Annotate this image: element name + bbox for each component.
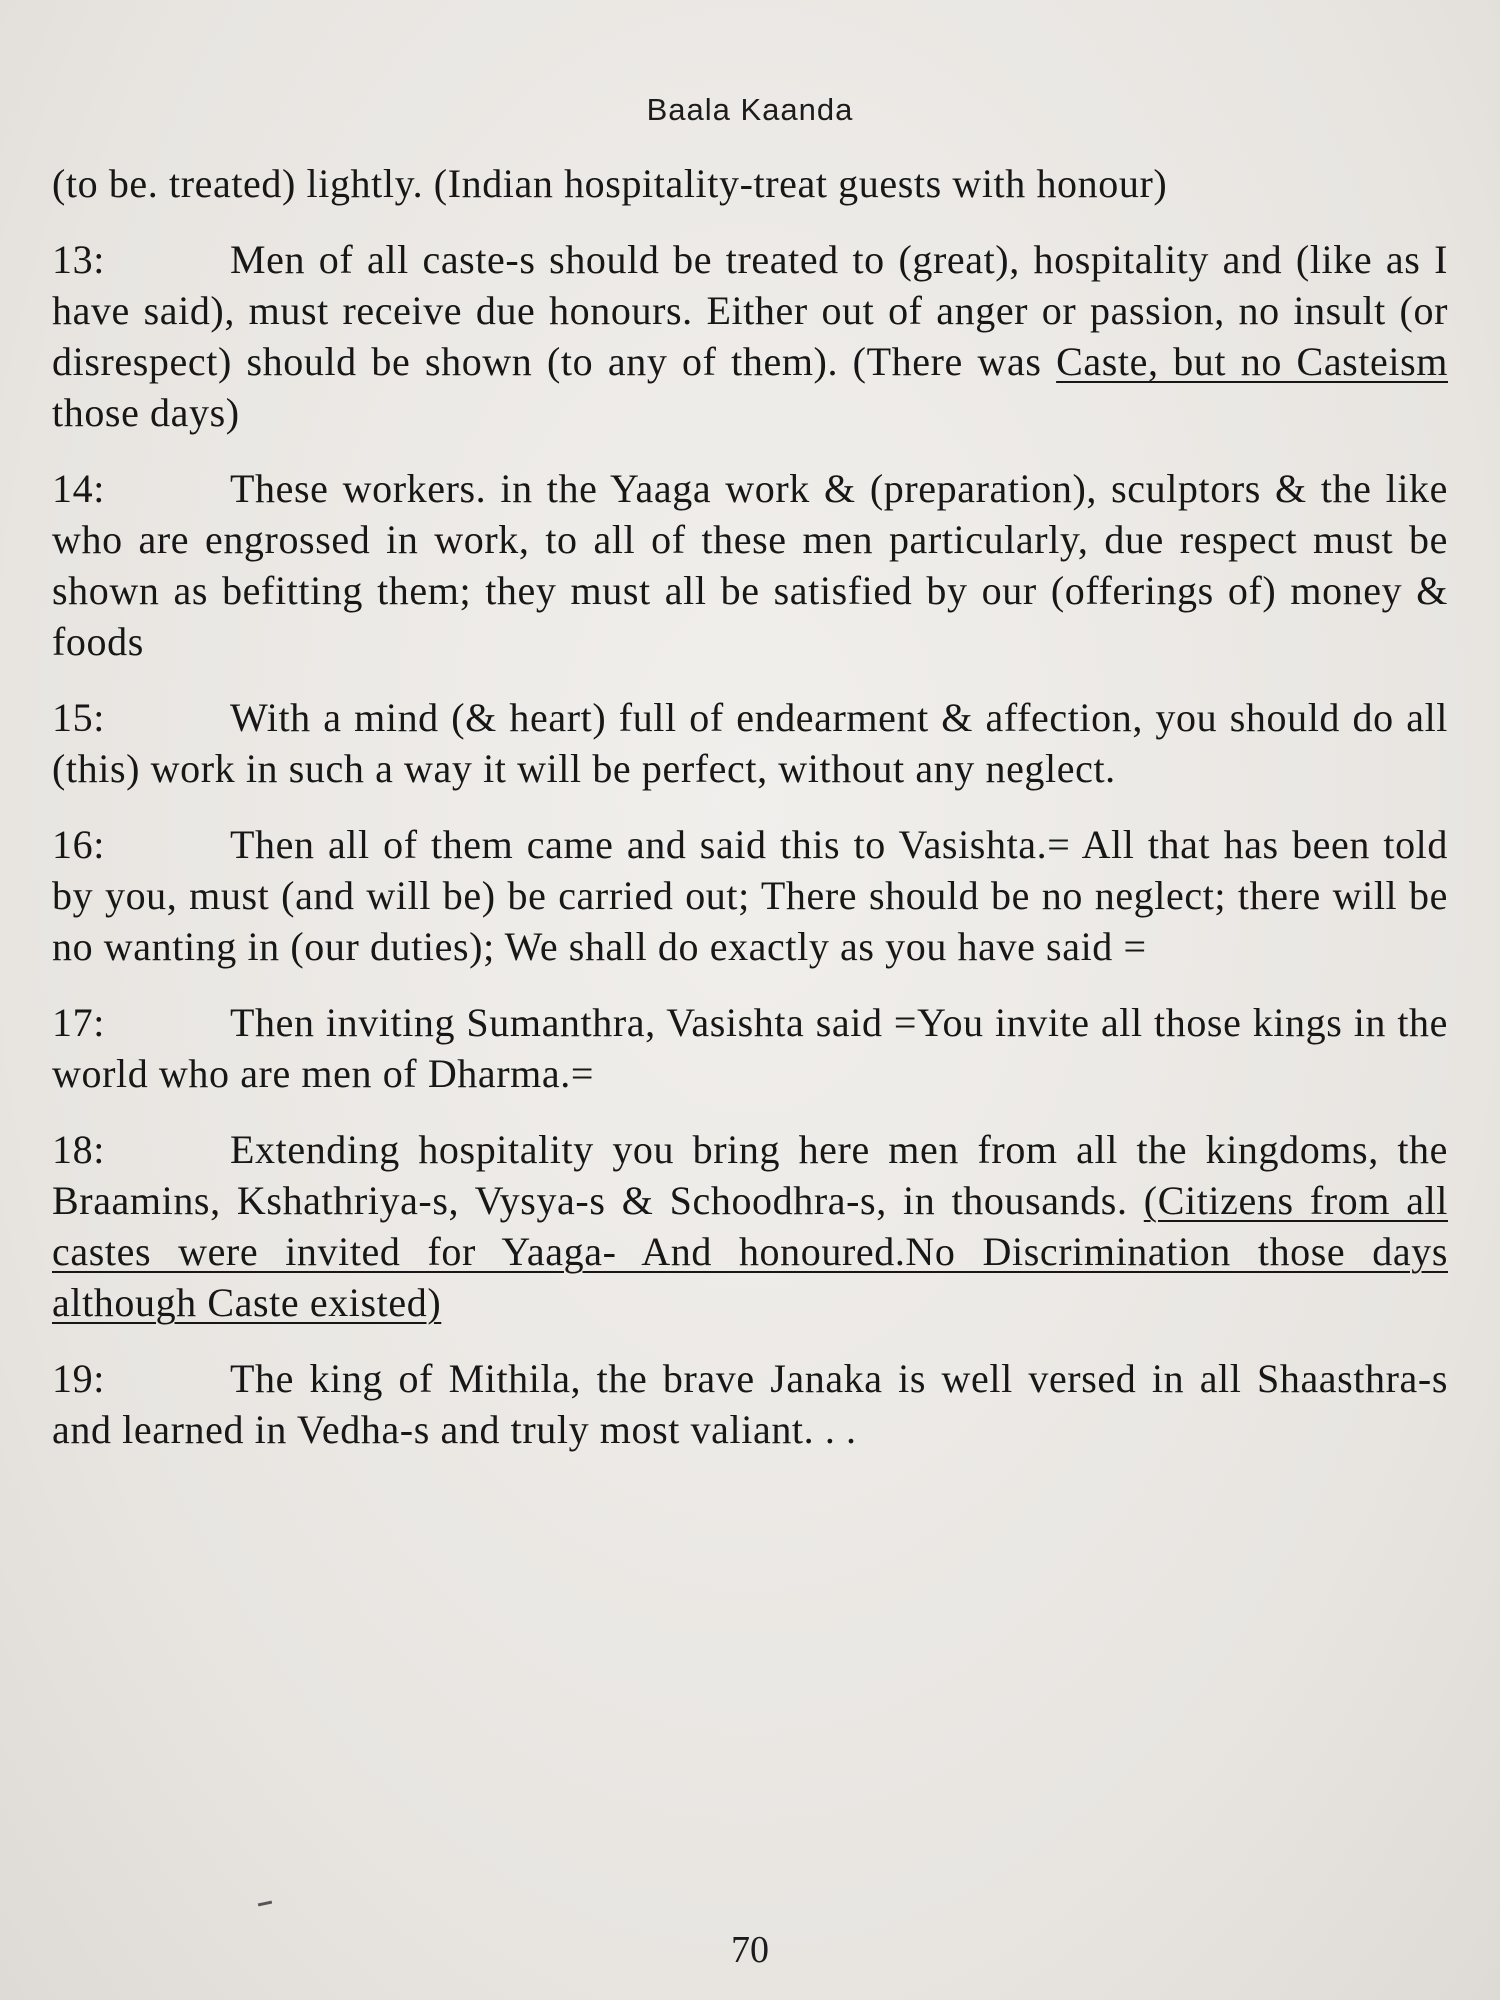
verse-text: Then all of them came and said this to Vasishta.= All that has been told by you, must (and will be) be carried out; There should be no neglect; there will be no wanting in (our duties); We shall do exactly as you have said = [52, 822, 1448, 969]
verse-number: 16: [52, 822, 105, 867]
verse-text: With a mind (& heart) full of endearment & affection, you should do all (this) work in such a way it will be perfect, without any neglect. [52, 695, 1448, 791]
running-header: Baala Kaanda [646, 92, 854, 127]
verse-19 [52, 1353, 1448, 1455]
page-number: 70 [731, 1929, 769, 1971]
verse-17 [52, 997, 1448, 1099]
verse-13 [52, 234, 1448, 438]
page-body [52, 158, 1448, 1480]
verse-text: These workers. in the Yaaga work & (preparation), sculptors & the like who are engrossed in work, to all of these men particularly, due respect must be shown as befitting them; they must all be satisfied by our (offerings of) money & foods [52, 466, 1448, 664]
verse-number: 15: [52, 695, 105, 740]
verse-underlined-text: Caste, but no Casteism [1056, 339, 1448, 384]
paragraph-text: (to be. treated) lightly. (Indian hospitality-treat guests with honour) [52, 161, 1168, 206]
paragraph-continuation [52, 158, 1448, 209]
verse-number: 18: [52, 1127, 105, 1172]
verse-number: 19: [52, 1356, 105, 1401]
stray-ink-mark [258, 1901, 272, 1907]
verse-14 [52, 463, 1448, 667]
verse-underlined-text: (Citizens from all castes were invited for Yaaga- And honoured.No Discrimination those days although Caste existed) [52, 1178, 1448, 1325]
verse-18 [52, 1124, 1448, 1328]
verse-text: The king of Mithila, the brave Janaka is well versed in all Shaasthra-s and learned in Vedha-s and truly most valiant. . . [52, 1356, 1448, 1452]
verse-16 [52, 819, 1448, 972]
verse-text-after: those days) [52, 390, 240, 435]
verse-text: Extending hospitality you bring here men from all the kingdoms, the Braamins, Kshathriya-s, Vysya-s & Schoodhra-s, in thousands. [52, 1127, 1448, 1223]
verse-number: 17: [52, 1000, 105, 1045]
verse-text: Men of all caste-s should be treated to (great), hospitality and (like as I have said), must receive due honours. Either out of anger or passion, no insult (or disrespect) should be shown (to any of them). (There was [52, 237, 1448, 384]
verse-text: Then inviting Sumanthra, Vasishta said =You invite all those kings in the world who are men of Dharma.= [52, 1000, 1448, 1096]
verse-number: 14: [52, 466, 105, 511]
verse-number: 13: [52, 237, 105, 282]
verse-15 [52, 692, 1448, 794]
